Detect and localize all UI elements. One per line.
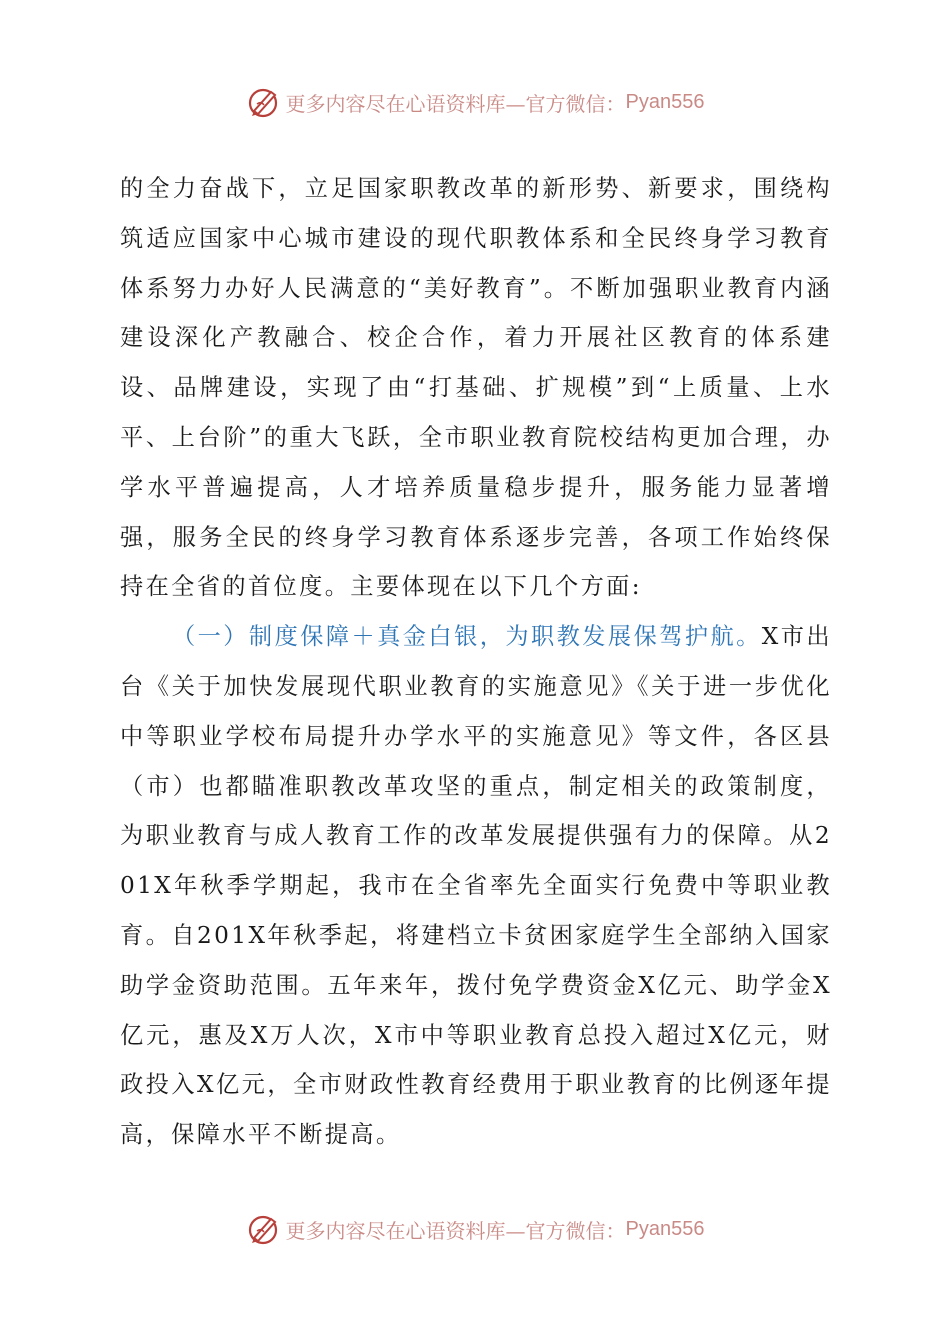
footer-banner — [0, 1209, 950, 1249]
paragraph-2 — [120, 612, 832, 1160]
banner-text: 更多内容尽在心语资料库—官方微信： — [285, 91, 626, 116]
pen-logo-icon — [246, 84, 282, 120]
banner-text: 更多内容尽在心语资料库—官方微信： — [285, 1218, 626, 1243]
section-heading: （一）制度保障＋真金白银，为职教发展保驾护航。 — [172, 623, 762, 651]
document-body — [120, 164, 832, 1160]
header-banner — [0, 82, 950, 122]
paragraph-2-text: X市出台《关于加快发展现代职业教育的实施意见》《关于进一步优化中等职业学校布局提升办学水平的实施意见》等文件，各区县（市）也都瞄准职教改革攻坚的重点，制定相关的政策制度，为职业教育与成人教育工作的改革发展提供强有力的保障。从201X年秋季学期起，我市在全省率先全面实行免费中等职业教育。自201X年秋季起，将建档立卡贫困家庭学生全部纳入国家助学金资助范围。五年来年，拨付免学费资金X亿元、助学金X亿元，惠及X万人次，X市中等职业教育总投入超过X亿元，财政投入X亿元，全市财政性教育经费用于职业教育的比例逐年提高，保障水平不断提高。 — [120, 623, 832, 1149]
pen-logo-icon — [246, 1211, 282, 1247]
banner-wechat-id: Pyan556 — [625, 1217, 705, 1240]
banner-wechat-id: Pyan556 — [625, 90, 705, 113]
paragraph-1: 的全力奋战下，立足国家职教改革的新形势、新要求，围绕构筑适应国家中心城市建设的现代职教体系和全民终身学习教育体系努力办好人民满意的“美好教育”。不断加强职业教育内涵建设深化产教融合、校企合作，着力开展社区教育的体系建设、品牌建设，实现了由“打基础、扩规模”到“上质量、上水平、上台阶”的重大飞跃，全市职业教育院校结构更加合理，办学水平普遍提高，人才培养质量稳步提升，服务能力显著增强，服务全民的终身学习教育体系逐步完善，各项工作始终保持在全省的首位度。主要体现在以下几个方面: — [120, 175, 832, 601]
